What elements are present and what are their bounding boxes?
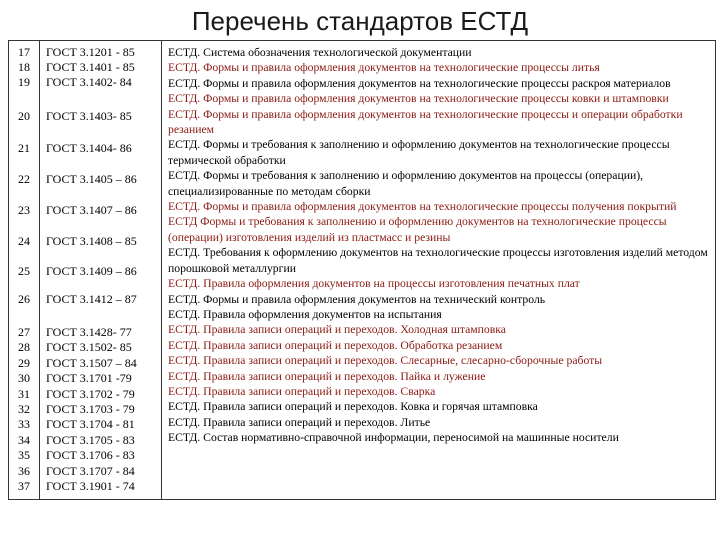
row-number: 24 <box>18 234 30 248</box>
row-number: 37 <box>18 479 30 493</box>
standard-code: ГОСТ 3.1706 - 83 <box>46 448 135 463</box>
standard-description: ЕСТД. Формы и правила оформления документов на технологические процессы получения покрытий <box>168 200 677 214</box>
standard-description: ЕСТД. Правила записи операций и переходов. Литье <box>168 415 431 429</box>
row-number: 31 <box>18 386 30 401</box>
row-number: 29 <box>18 355 30 370</box>
row-number: 20 <box>18 109 30 123</box>
standard-description: ЕСТД. Формы и правила оформления документов на технологические процессы литья <box>168 61 600 75</box>
standard-code: ГОСТ 3.1707 - 84 <box>46 463 135 478</box>
standard-code: ГОСТ 3.1201 - 85 <box>46 45 135 59</box>
standard-code: ГОСТ 3.1407 – 86 <box>46 203 137 217</box>
standard-code: ГОСТ 3.1901 - 74 <box>46 479 135 493</box>
standard-description: ЕСТД. Правила записи операций и переходов. Слесарные, слесарно-сборочные работы <box>168 354 603 368</box>
standard-description: ЕСТД. Формы и правила оформления документов на технологические процессы ковки и штамповки <box>168 92 669 106</box>
row-number: 32 <box>18 402 30 416</box>
standard-description: ЕСТД. Правила записи операций и переходов. Пайка и лужение <box>168 369 486 383</box>
standard-code: ГОСТ 3.1702 - 79 <box>46 386 135 401</box>
standard-code: ГОСТ 3.1701 -79 <box>46 371 132 386</box>
standard-description: ЕСТД. Формы и требования к заполнению и оформлению документов на процессы (операции), специализированные по методам сборки <box>168 169 644 198</box>
standard-description: ЕСТД. Формы и правила оформления документов на технический контроль <box>168 292 546 306</box>
standard-description: ЕСТД. Формы и правила оформления документов на технологические процессы раскроя материалов <box>168 76 671 90</box>
row-number: 27 <box>18 325 30 339</box>
standard-code: ГОСТ 3.1507 – 84 <box>46 355 137 370</box>
standard-description: ЕСТД. Правила записи операций и переходов. Ковка и горячая штамповка <box>168 400 538 414</box>
standard-description: ЕСТД. Правила оформления документов на процессы изготовления печатных плат <box>168 277 580 291</box>
column-divider <box>161 41 162 499</box>
standard-description: ЕСТД. Правила записи операций и переходов. Обработка резанием <box>168 338 503 352</box>
standard-code: ГОСТ 3.1409 – 86 <box>46 264 137 278</box>
standard-description: ЕСТД. Правила записи операций и переходов. Сварка <box>168 384 436 398</box>
standard-code: ГОСТ 3.1408 – 85 <box>46 234 137 248</box>
row-number: 33 <box>18 417 30 432</box>
standard-code: ГОСТ 3.1704 - 81 <box>46 417 135 432</box>
row-number: 23 <box>18 203 30 217</box>
standard-code: ГОСТ 3.1401 - 85 <box>46 60 135 74</box>
standard-description: ЕСТД. Состав нормативно-справочной информации, переносимой на машинные носители <box>168 431 619 445</box>
row-number: 22 <box>18 172 30 186</box>
standard-description: ЕСТД. Правила записи операций и переходов. Холодная штамповка <box>168 323 506 337</box>
standard-code: ГОСТ 3.1412 – 87 <box>46 292 137 306</box>
column-divider <box>39 41 40 499</box>
standard-description: ЕСТД. Правила оформления документов на испытания <box>168 307 442 321</box>
standard-code: ГОСТ 3.1502- 85 <box>46 340 132 355</box>
standard-description: ЕСТД. Формы и требования к заполнению и оформлению документов на технологические процессы термической обработки <box>168 138 670 167</box>
standard-code: ГОСТ 3.1705 - 83 <box>46 432 135 447</box>
standard-description: ЕСТД. Требования к оформлению документов на технологические процессы изготовления изделий методом порошковой металлургии <box>168 246 708 275</box>
standard-description: ЕСТД. Система обозначения технологической документации <box>168 46 472 59</box>
row-number: 28 <box>18 340 30 355</box>
row-number: 21 <box>18 141 30 155</box>
row-number: 36 <box>18 463 30 478</box>
row-number: 19 <box>18 75 30 89</box>
row-number: 26 <box>18 292 30 306</box>
standards-table <box>8 40 716 500</box>
row-number: 34 <box>18 432 30 447</box>
row-number: 30 <box>18 371 30 386</box>
descriptions-column <box>168 45 713 446</box>
standard-code: ГОСТ 3.1404- 86 <box>46 141 132 155</box>
standard-code: ГОСТ 3.1405 – 86 <box>46 172 137 186</box>
row-number: 17 <box>18 45 30 59</box>
standard-code: ГОСТ 3.1703 - 79 <box>46 402 135 416</box>
standard-code: ГОСТ 3.1403- 85 <box>46 109 132 123</box>
standard-description: ЕСТД Формы и требования к заполнению и оформлению документов на технологические процессы (операции) изготовления изделий из пластмасс и резины <box>168 215 667 244</box>
standard-description: ЕСТД. Формы и правила оформления документов на технологические процессы и операции обработки резанием <box>168 107 683 137</box>
row-number: 25 <box>18 264 30 278</box>
page-title: Перечень стандартов ЕСТД <box>191 6 529 36</box>
standard-code: ГОСТ 3.1402- 84 <box>46 75 132 89</box>
row-number: 35 <box>18 448 30 463</box>
standard-code: ГОСТ 3.1428- 77 <box>46 325 132 339</box>
row-number: 18 <box>18 60 30 74</box>
